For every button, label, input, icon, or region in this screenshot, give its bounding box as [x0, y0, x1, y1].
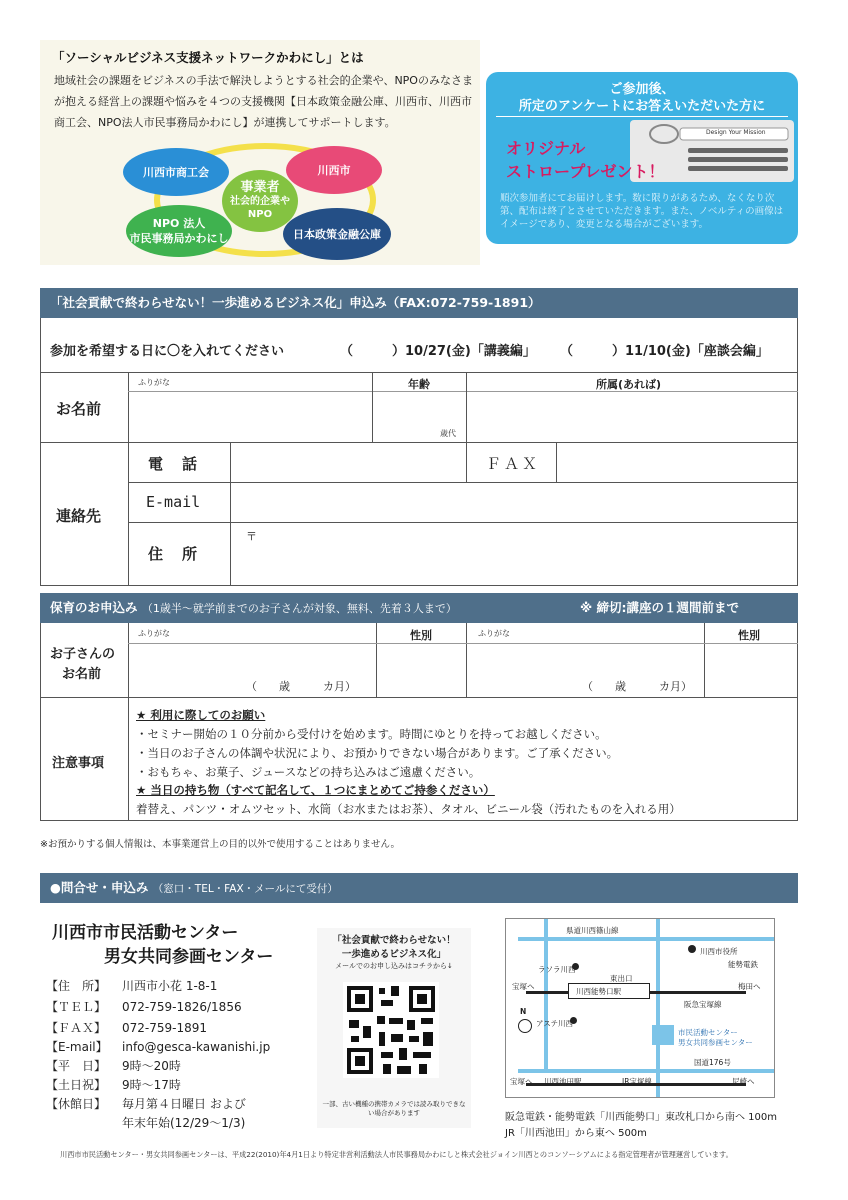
addr-row-closed: 【休館日】 毎月第４日曜日 および — [46, 1097, 246, 1111]
affiliation-label: 所属(あれば) — [596, 378, 662, 391]
map-label: 男女共同参画センター — [678, 1038, 753, 1047]
email-label: E-mail — [146, 493, 201, 511]
map-label: 県道川西篠山線 — [566, 926, 619, 935]
childcare-divider — [128, 643, 798, 644]
child2-age: （ 歳 カ月） — [582, 680, 692, 693]
intro-title: 「ソーシャルビジネス支援ネットワークかわにし」とは — [52, 50, 364, 65]
map-road-south — [518, 1069, 774, 1073]
access-line-2: JR「川西池田」から東へ 500m — [505, 1128, 647, 1139]
age-field[interactable] — [374, 393, 464, 440]
map-label: 尼崎へ — [732, 1077, 755, 1086]
childcare-header-title: 保育のお申込み — [50, 600, 138, 615]
qr-note: 一部、古い機種の携帯カメラでは読み取りできない場合があります — [322, 1100, 466, 1117]
phone-label: 電 話 — [148, 455, 200, 473]
date-option-1027[interactable]: （ ）10/27(金)「講義編」 — [340, 344, 536, 359]
org-name-1: 川西市市民活動センター — [52, 923, 239, 943]
map-label: JR宝塚線 — [622, 1077, 652, 1086]
present-main-line2: ストロープレゼント！ — [506, 162, 665, 181]
childcare-divider — [40, 697, 798, 698]
addr-row-address: 【住 所】 川西市小花 1-8-1 — [46, 979, 218, 993]
childcare-border-left — [40, 623, 41, 821]
present-main-line1: オリジナル — [506, 139, 586, 158]
fax-label: ＦＡＸ — [486, 455, 541, 473]
present-note: 順次参加者にてお届けします。数に限りがあるため、なくなり次第、配布は終了とさせていただきます。また、ノベルティの画像はイメージであり、変更となる場合がございます。 — [500, 193, 784, 230]
form-divider — [40, 442, 798, 443]
postal-mark: 〒 — [246, 530, 257, 543]
email-field[interactable] — [232, 484, 796, 521]
map-road-prefectural — [518, 937, 774, 941]
child1-name-field[interactable] — [130, 645, 374, 695]
childcare-divider — [376, 623, 377, 697]
notes-label: 注意事項 — [52, 756, 105, 771]
map-label: 能勢電鉄 — [728, 960, 758, 969]
form-divider — [556, 442, 557, 482]
childcare-divider — [466, 623, 467, 697]
addr-row-email: 【E-mail】 info@gesca-kawanishi.jp — [46, 1040, 271, 1054]
addr-row-holiday: 【土日祝】 9時〜17時 — [46, 1078, 181, 1092]
org-bubble-city: 川西市 — [286, 146, 382, 194]
map-north-arrow — [518, 1019, 532, 1033]
inquiry-header — [40, 873, 798, 903]
furigana-label: ふりがな — [138, 378, 170, 387]
form-divider — [230, 442, 231, 585]
child2-sex-field[interactable] — [706, 645, 796, 695]
child1-age: （ 歳 カ月） — [246, 680, 356, 693]
child2-sex-label: 性別 — [738, 629, 760, 642]
phone-field[interactable] — [232, 444, 464, 481]
present-divider — [496, 116, 788, 117]
qr-caption: メールでのお申し込みはコチラから↓ — [335, 962, 453, 970]
map-label: 宝塚へ — [510, 1077, 533, 1086]
childcare-divider — [128, 623, 129, 821]
addr-row-tel: 【ＴＥＬ】 072-759-1826/1856 — [46, 1000, 242, 1014]
child-name-label-2: お名前 — [62, 667, 102, 682]
childcare-divider — [40, 820, 798, 821]
inquiry-header-title: ●問合せ・申込み — [50, 880, 149, 895]
contact-label: 連絡先 — [56, 507, 102, 525]
notes-heading: ★ 利用に際してのお願い — [136, 708, 266, 722]
form-divider — [372, 372, 373, 442]
addr-row-closed-extra: 年末年始(12/29〜1/3) — [122, 1116, 246, 1130]
notes-item-1: ・セミナー開始の１０分前から受付けを始めます。時間にゆとりを持ってお越しください。 — [136, 727, 607, 741]
address-field[interactable] — [232, 524, 796, 584]
date-option-1110[interactable]: （ ）11/10(金)「座談会編」 — [560, 344, 769, 359]
straw-image: Design Your Mission — [630, 120, 794, 182]
access-line-1: 阪急電鉄・能勢電鉄「川西能勢口」東改札口から南へ 100m — [505, 1112, 778, 1123]
email-link[interactable]: info@gesca-kawanishi.jp — [122, 1040, 271, 1054]
age-unit: 歳代 — [440, 429, 456, 438]
form-divider — [40, 585, 798, 586]
present-intro-line1: ご参加後、 — [609, 82, 675, 97]
map-label: アステ川西 — [536, 1019, 574, 1028]
map-label: 東出口 — [610, 974, 633, 983]
form-border-left — [40, 318, 41, 586]
map-center-building — [652, 1025, 674, 1045]
childcare-border-right — [797, 623, 798, 821]
qr-title-2: 一歩進めるビジネス化」 — [341, 949, 447, 960]
map-road-west — [544, 919, 548, 1069]
form-divider — [40, 372, 798, 373]
child2-name-field[interactable] — [468, 645, 702, 695]
map-label: 市民活動センター — [678, 1028, 738, 1037]
affiliation-field[interactable] — [468, 393, 796, 440]
notes-item-2: ・当日のお子さんの体調や状況により、お預かりできない場合があります。ご了承ください。 — [136, 746, 619, 760]
address-label: 住 所 — [148, 545, 200, 563]
org-bubble-npo: NPO 法人 市民事務局かわにし — [126, 205, 232, 257]
name-label: お名前 — [56, 400, 102, 418]
addr-row-fax: 【ＦＡＸ】 072-759-1891 — [46, 1021, 208, 1035]
fax-field[interactable] — [558, 444, 796, 481]
map-north-label: N — [520, 1007, 527, 1016]
map-label: 川西市役所 — [700, 947, 738, 956]
form-divider — [128, 391, 798, 392]
org-bubble-finance: 日本政策金融公庫 — [283, 208, 391, 260]
childcare-divider — [704, 623, 705, 697]
bring-heading: ★ 当日の持ち物（すべて記名して、１つにまとめてご持参ください） — [136, 783, 495, 797]
age-label: 年齢 — [408, 378, 430, 391]
map-label: 梅田へ — [738, 982, 761, 991]
childcare-deadline: ※ 締切:講座の１週間前まで — [580, 600, 740, 615]
inquiry-header-sub: （窓口・TEL・FAX・メールにて受付） — [152, 883, 338, 895]
access-map — [505, 918, 775, 1098]
intro-body: 地域社会の課題をビジネスの手法で解決しようとする社会的企業や、NPOのみなさまが抱える経営上の課題や悩みを４つの支援機関【日本政策金融公庫、川西市、川西市商工会、NPO法人市民事務局かわにし】が連携してサポートします。 — [54, 74, 473, 129]
form-header: 「社会貢献で終わらせない！一歩進めるビジネス化」申込み（FAX:072-759-1891） — [40, 288, 798, 318]
bring-items: 着替え、パンツ・オムツセット、水筒（お水またはお茶）、タオル、ビニール袋（汚れたものを入れる用） — [136, 802, 681, 816]
child1-sex-field[interactable] — [378, 645, 464, 695]
map-label: 宝塚へ — [512, 982, 535, 991]
map-label: 阪急宝塚線 — [684, 1000, 722, 1009]
org-name-2: 男女共同参画センター — [104, 947, 274, 967]
map-label: ラソラ川西 — [538, 965, 576, 974]
form-divider — [466, 372, 467, 442]
footer-note: 川西市市民活動センター・男女共同参画センターは、平成22(2010)年4月1日より特定非営利活動法人市民事務局かわにしと株式会社ジョイン川西とのコンソーシアムによる指定管理者が管理運営しています。 — [60, 1150, 733, 1159]
form-divider — [128, 482, 798, 483]
notes-item-3: ・おもちゃ、お菓子、ジュースなどの持ち込みはご遠慮ください。 — [136, 765, 481, 779]
childcare-header — [40, 593, 798, 623]
center-bubble-business: 事業者 社会的企業や NPO — [222, 170, 298, 232]
org-bubble-chamber: 川西市商工会 — [123, 148, 229, 196]
form-divider — [128, 372, 129, 586]
name-field[interactable] — [130, 393, 370, 440]
child-name-label-1: お子さんの — [50, 647, 116, 662]
child2-furigana: ふりがな — [478, 629, 510, 638]
qr-title-1: 「社会貢献で終わらせない！ — [332, 935, 456, 946]
form-border-right — [797, 318, 798, 586]
child1-sex-label: 性別 — [410, 629, 432, 642]
child1-furigana: ふりがな — [138, 629, 170, 638]
form-divider — [128, 522, 798, 523]
map-label: 川西池田駅 — [544, 1077, 582, 1086]
form-divider — [466, 442, 467, 482]
map-cityhall-dot — [688, 945, 696, 953]
privacy-note: ※お預かりする個人情報は、本事業運営上の目的以外で使用することはありません。 — [40, 839, 401, 850]
addr-row-weekday: 【平 日】 9時〜20時 — [46, 1059, 181, 1073]
present-intro-line2: 所定のアンケートにお答えいただいた方に — [518, 99, 766, 114]
qr-code[interactable] — [343, 982, 439, 1078]
map-label: 川西能勢口駅 — [576, 987, 621, 996]
date-instruction: 参加を希望する日に〇を入れてください — [50, 344, 285, 359]
map-label: 国道176号 — [694, 1058, 731, 1067]
childcare-header-sub: （1歳半〜就学前までのお子さんが対象、無料、先着３人まで） — [141, 602, 457, 615]
